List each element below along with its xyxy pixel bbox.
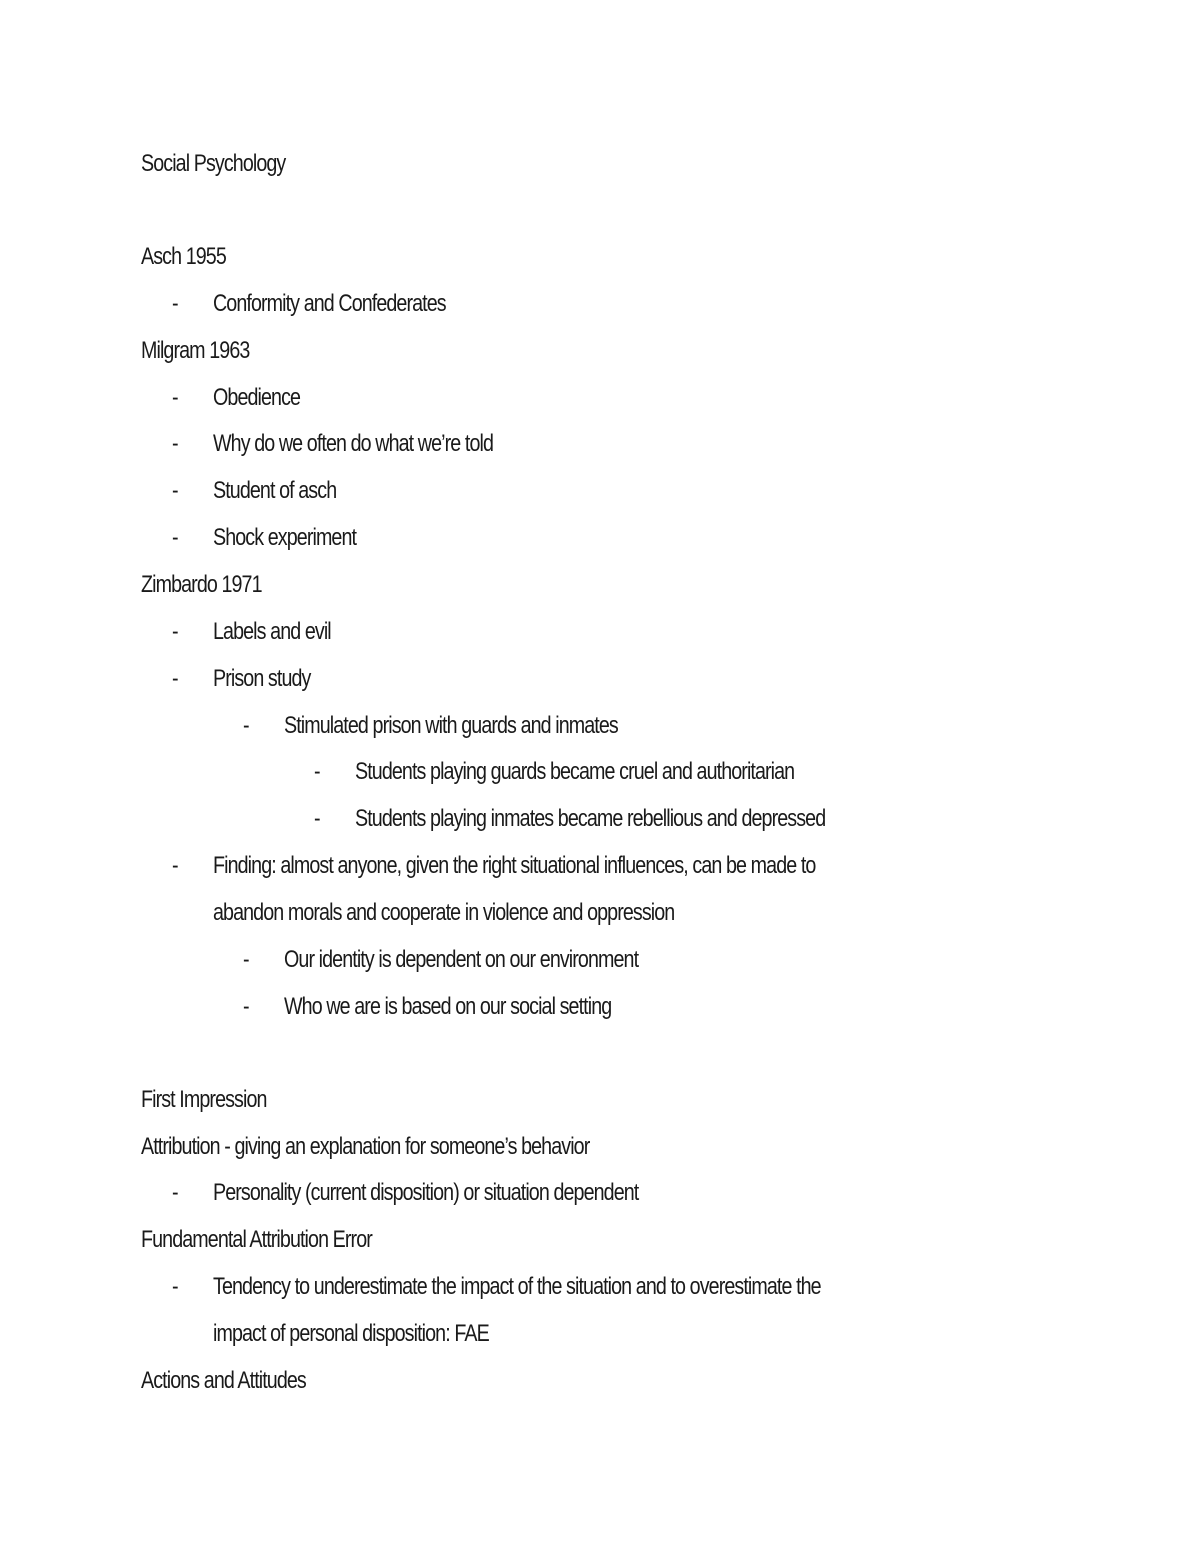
dash-bullet: - xyxy=(172,477,178,504)
line-text: Students playing guards became cruel and authoritarian xyxy=(355,758,795,785)
bullet-item xyxy=(172,420,1156,467)
section-heading xyxy=(141,1216,1125,1263)
dash-bullet: - xyxy=(172,852,178,879)
line-text: Asch 1955 xyxy=(141,243,226,270)
bullet-item xyxy=(172,467,1156,514)
dash-bullet: - xyxy=(243,993,249,1020)
line-text: Milgram 1963 xyxy=(141,337,250,364)
line-text: impact of personal disposition: FAE xyxy=(213,1320,489,1347)
bullet-item xyxy=(172,842,1156,889)
line-text: Obedience xyxy=(213,384,301,411)
bullet-item xyxy=(172,374,1156,421)
line-text: Actions and Attitudes xyxy=(141,1367,306,1394)
bullet-item xyxy=(172,655,1156,702)
bullet-item xyxy=(314,748,1200,795)
line-text: abandon morals and cooperate in violence and oppression xyxy=(213,899,675,926)
continuation-line xyxy=(213,1310,1197,1357)
line-text: First Impression xyxy=(141,1086,267,1113)
line-text: Finding: almost anyone, given the right situational influences, can be made to xyxy=(213,852,816,879)
dash-bullet: - xyxy=(172,430,178,457)
line-text: Fundamental Attribution Error xyxy=(141,1226,372,1253)
dash-bullet: - xyxy=(243,946,249,973)
line-text: Stimulated prison with guards and inmates xyxy=(284,712,618,739)
line-text: Why do we often do what we’re told xyxy=(213,430,494,457)
line-text: Shock experiment xyxy=(213,524,357,551)
bullet-item xyxy=(243,983,1200,1030)
section-heading xyxy=(141,327,1125,374)
line-text: Our identity is dependent on our environment xyxy=(284,946,639,973)
section-heading xyxy=(141,1123,1125,1170)
dash-bullet: - xyxy=(172,524,178,551)
section-heading xyxy=(141,1076,1125,1123)
line-text: Prison study xyxy=(213,665,311,692)
bullet-item xyxy=(172,514,1156,561)
bullet-item xyxy=(172,1169,1156,1216)
bullet-item xyxy=(172,1263,1156,1310)
line-text: Tendency to underestimate the impact of the situation and to overestimate the xyxy=(213,1273,821,1300)
document-title: Social Psychology xyxy=(141,150,286,177)
line-text: Attribution - giving an explanation for someone’s behavior xyxy=(141,1133,590,1160)
section-heading xyxy=(141,233,1125,280)
dash-bullet: - xyxy=(172,384,178,411)
line-text: Personality (current disposition) or situation dependent xyxy=(213,1179,639,1206)
dash-bullet: - xyxy=(243,712,249,739)
dash-bullet: - xyxy=(172,290,178,317)
line-text: Who we are is based on our social setting xyxy=(284,993,612,1020)
bullet-item xyxy=(172,608,1156,655)
dash-bullet: - xyxy=(172,1179,178,1206)
section-heading xyxy=(141,561,1125,608)
line-text: Conformity and Confederates xyxy=(213,290,446,317)
continuation-line xyxy=(213,889,1197,936)
dash-bullet: - xyxy=(172,618,178,645)
line-text: Zimbardo 1971 xyxy=(141,571,262,598)
bullet-item xyxy=(314,795,1200,842)
bullet-item xyxy=(172,280,1156,327)
dash-bullet: - xyxy=(172,1273,178,1300)
dash-bullet: - xyxy=(314,805,320,832)
bullet-item xyxy=(243,702,1200,749)
dash-bullet: - xyxy=(172,665,178,692)
section-heading xyxy=(141,1357,1125,1404)
line-text: Student of asch xyxy=(213,477,337,504)
line-text: Students playing inmates became rebellious and depressed xyxy=(355,805,826,832)
bullet-item xyxy=(243,936,1200,983)
dash-bullet: - xyxy=(314,758,320,785)
line-text: Labels and evil xyxy=(213,618,331,645)
